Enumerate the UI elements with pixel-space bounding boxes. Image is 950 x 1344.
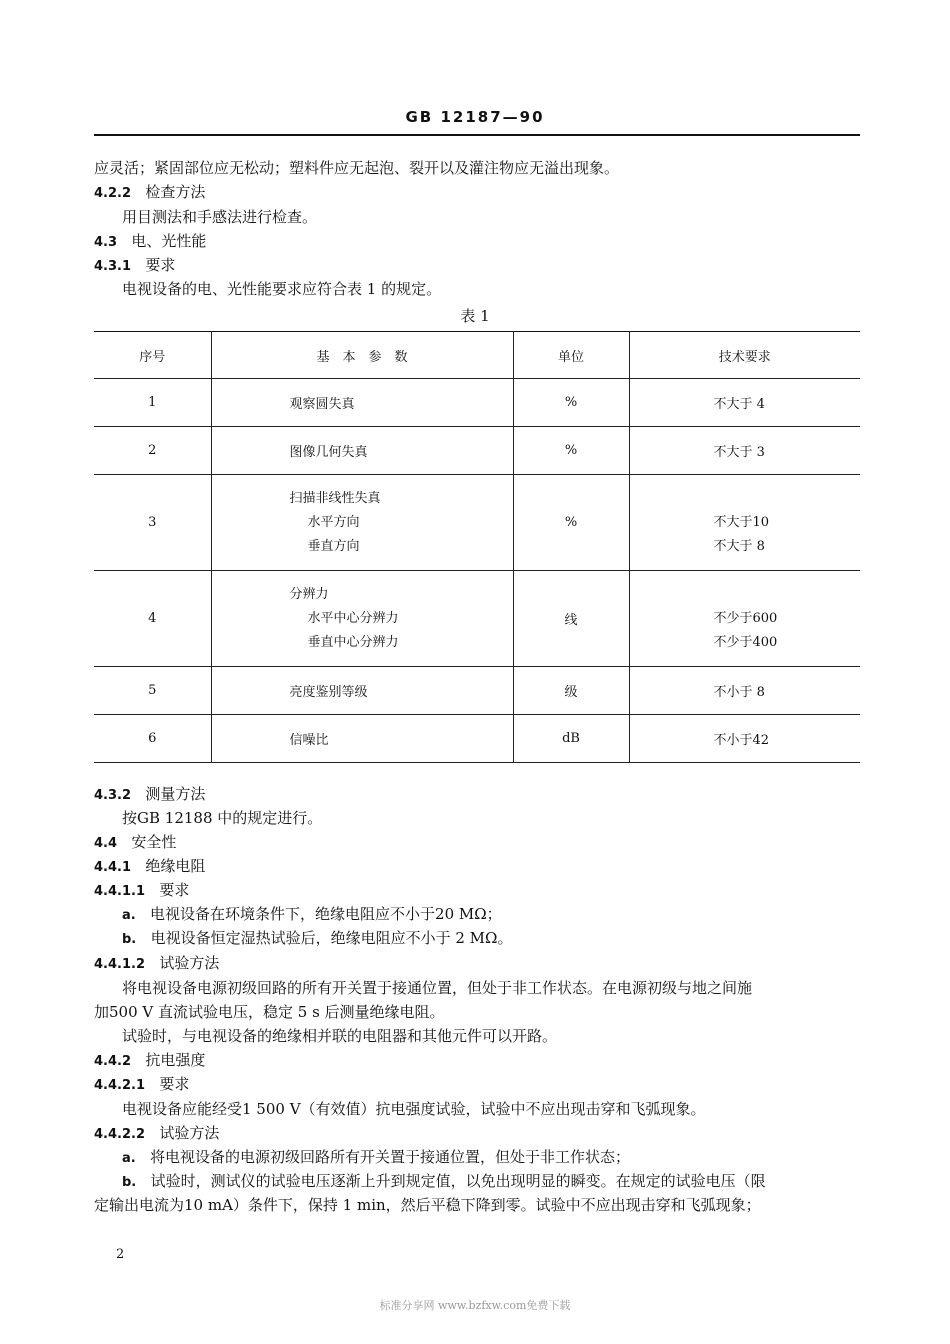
header-req: 技术要求 [629, 332, 860, 379]
row-no: 6 [94, 715, 211, 763]
section-number: 4.4.2 [94, 1054, 132, 1069]
section-number: 4.4.1.1 [94, 884, 145, 899]
continued-paragraph: 应灵活；紧固部位应无松动；塑料件应无起泡、裂开以及灌注物应无溢出现象。 [94, 159, 620, 177]
row-unit: % [513, 475, 629, 571]
row-sub-param: 垂直中心分辨力 [307, 634, 399, 650]
row-req: 不大于10 [713, 514, 770, 530]
header-no: 序号 [94, 332, 211, 379]
section-title: 电、光性能 [131, 232, 207, 250]
row-no: 1 [94, 379, 211, 427]
row-unit: % [513, 379, 629, 427]
section-title: 要求 [159, 1075, 190, 1093]
table-row [94, 475, 860, 571]
row-req: 不大于 3 [629, 427, 860, 475]
row-param: 信噪比 [211, 715, 513, 763]
row-no: 3 [94, 475, 211, 571]
section-title: 检查方法 [145, 183, 206, 201]
page-number: 2 [116, 1247, 125, 1262]
section-title: 抗电强度 [145, 1051, 206, 1069]
section-4-3-2-body: 按GB 12188 中的规定进行。 [122, 809, 323, 827]
section-number: 4.4.1 [94, 860, 132, 875]
row-no: 2 [94, 427, 211, 475]
section-number: 4.4 [94, 836, 118, 851]
table-row [94, 427, 860, 475]
section-4-3-1-body: 电视设备的电、光性能要求应符合表 1 的规定。 [122, 280, 442, 298]
section-number: 4.3.2 [94, 788, 132, 803]
paragraph-line: 加500 V 直流试验电压，稳定 5 s 后测量绝缘电阻。 [94, 1003, 445, 1021]
section-4-3-1-heading [94, 255, 175, 277]
row-unit: 线 [513, 571, 629, 667]
item-text: 电视设备恒定湿热试验后，绝缘电阻应不小于 2 MΩ。 [150, 929, 513, 947]
row-param-group [211, 475, 513, 571]
section-title: 绝缘电阻 [145, 857, 206, 875]
section-4-3-heading [94, 231, 206, 253]
section-number: 4.4.1.2 [94, 957, 145, 972]
section-number: 4.4.2.1 [94, 1078, 145, 1093]
row-param: 观察圆失真 [211, 379, 513, 427]
section-number: 4.4.2.2 [94, 1127, 145, 1142]
item-b [122, 928, 512, 950]
row-req-group [629, 475, 860, 571]
item-text: 试验时，测试仪的试验电压逐渐上升到规定值，以免出现明显的瞬变。在规定的试验电压（限 [150, 1172, 766, 1190]
table-caption: 表 1 [460, 307, 490, 325]
row-no: 5 [94, 667, 211, 715]
row-param: 亮度鉴别等级 [211, 667, 513, 715]
table-1 [94, 331, 860, 763]
header-rule [94, 134, 860, 136]
item-text: 电视设备在环境条件下，绝缘电阻应不小于20 MΩ； [150, 905, 502, 923]
paragraph-line: 试验时，与电视设备的绝缘相并联的电阻器和其他元件可以开路。 [122, 1027, 558, 1045]
footer-watermark: 标准分享网 www.bzfxw.com免费下载 [379, 1299, 571, 1312]
item-a [122, 1147, 630, 1169]
section-4-4-2-2-heading [94, 1123, 219, 1145]
header-unit: 单位 [513, 332, 629, 379]
item-label: a. [122, 1151, 136, 1166]
paragraph-line: 电视设备应能经受1 500 V（有效值）抗电强度试验，试验中不应出现击穿和飞弧现象。 [122, 1100, 706, 1118]
section-title: 测量方法 [145, 785, 206, 803]
section-title: 试验方法 [159, 1124, 220, 1142]
header-param: 基 本 参 数 [211, 332, 513, 379]
item-label: a. [122, 908, 136, 923]
section-4-4-1-heading [94, 856, 205, 878]
item-label: b. [122, 1175, 137, 1190]
section-4-4-1-1-heading [94, 880, 189, 902]
section-4-2-2-heading [94, 182, 205, 204]
item-a [122, 904, 502, 926]
table-row [94, 715, 860, 763]
row-unit: dB [513, 715, 629, 763]
row-sub-param: 水平方向 [307, 514, 360, 530]
section-4-4-2-1-heading [94, 1074, 189, 1096]
section-number: 4.2.2 [94, 186, 132, 201]
row-req-group [629, 571, 860, 667]
section-4-4-2-heading [94, 1050, 205, 1072]
section-4-3-2-heading [94, 784, 205, 806]
row-req: 不大于 8 [713, 538, 765, 554]
paragraph-line: 定输出电流为10 mA）条件下，保持 1 min，然后平稳下降到零。试验中不应出现击穿和飞弧现象； [94, 1196, 761, 1214]
row-param-group [211, 571, 513, 667]
section-4-4-1-2-heading [94, 953, 219, 975]
item-b [122, 1171, 766, 1193]
row-unit: % [513, 427, 629, 475]
row-no: 4 [94, 571, 211, 667]
row-req: 不小于42 [629, 715, 860, 763]
row-req: 不大于 4 [629, 379, 860, 427]
table-row [94, 667, 860, 715]
row-sub-param: 水平中心分辨力 [307, 610, 399, 626]
table-row [94, 379, 860, 427]
row-req: 不少于400 [713, 634, 778, 650]
section-title: 要求 [145, 256, 176, 274]
section-number: 4.3.1 [94, 259, 132, 274]
table-header-row [94, 332, 860, 379]
row-unit: 级 [513, 667, 629, 715]
standard-code-header: GB 12187—90 [405, 108, 545, 126]
section-4-2-2-body: 用目测法和手感法进行检查。 [122, 208, 318, 226]
section-title: 安全性 [131, 833, 177, 851]
section-title: 要求 [159, 881, 190, 899]
row-req: 不少于600 [713, 610, 778, 626]
section-number: 4.3 [94, 235, 118, 250]
section-title: 试验方法 [159, 954, 220, 972]
paragraph-line: 将电视设备电源初级回路的所有开关置于接通位置，但处于非工作状态。在电源初级与地之间施 [122, 979, 753, 997]
row-param: 图像几何失真 [211, 427, 513, 475]
item-text: 将电视设备的电源初级回路所有开关置于接通位置，但处于非工作状态； [150, 1148, 631, 1166]
row-param: 扫描非线性失真 [289, 490, 381, 506]
section-4-4-heading [94, 832, 176, 854]
row-sub-param: 垂直方向 [307, 538, 360, 554]
item-label: b. [122, 932, 137, 947]
row-param: 分辨力 [289, 586, 329, 602]
row-req: 不小于 8 [629, 667, 860, 715]
table-row [94, 571, 860, 667]
